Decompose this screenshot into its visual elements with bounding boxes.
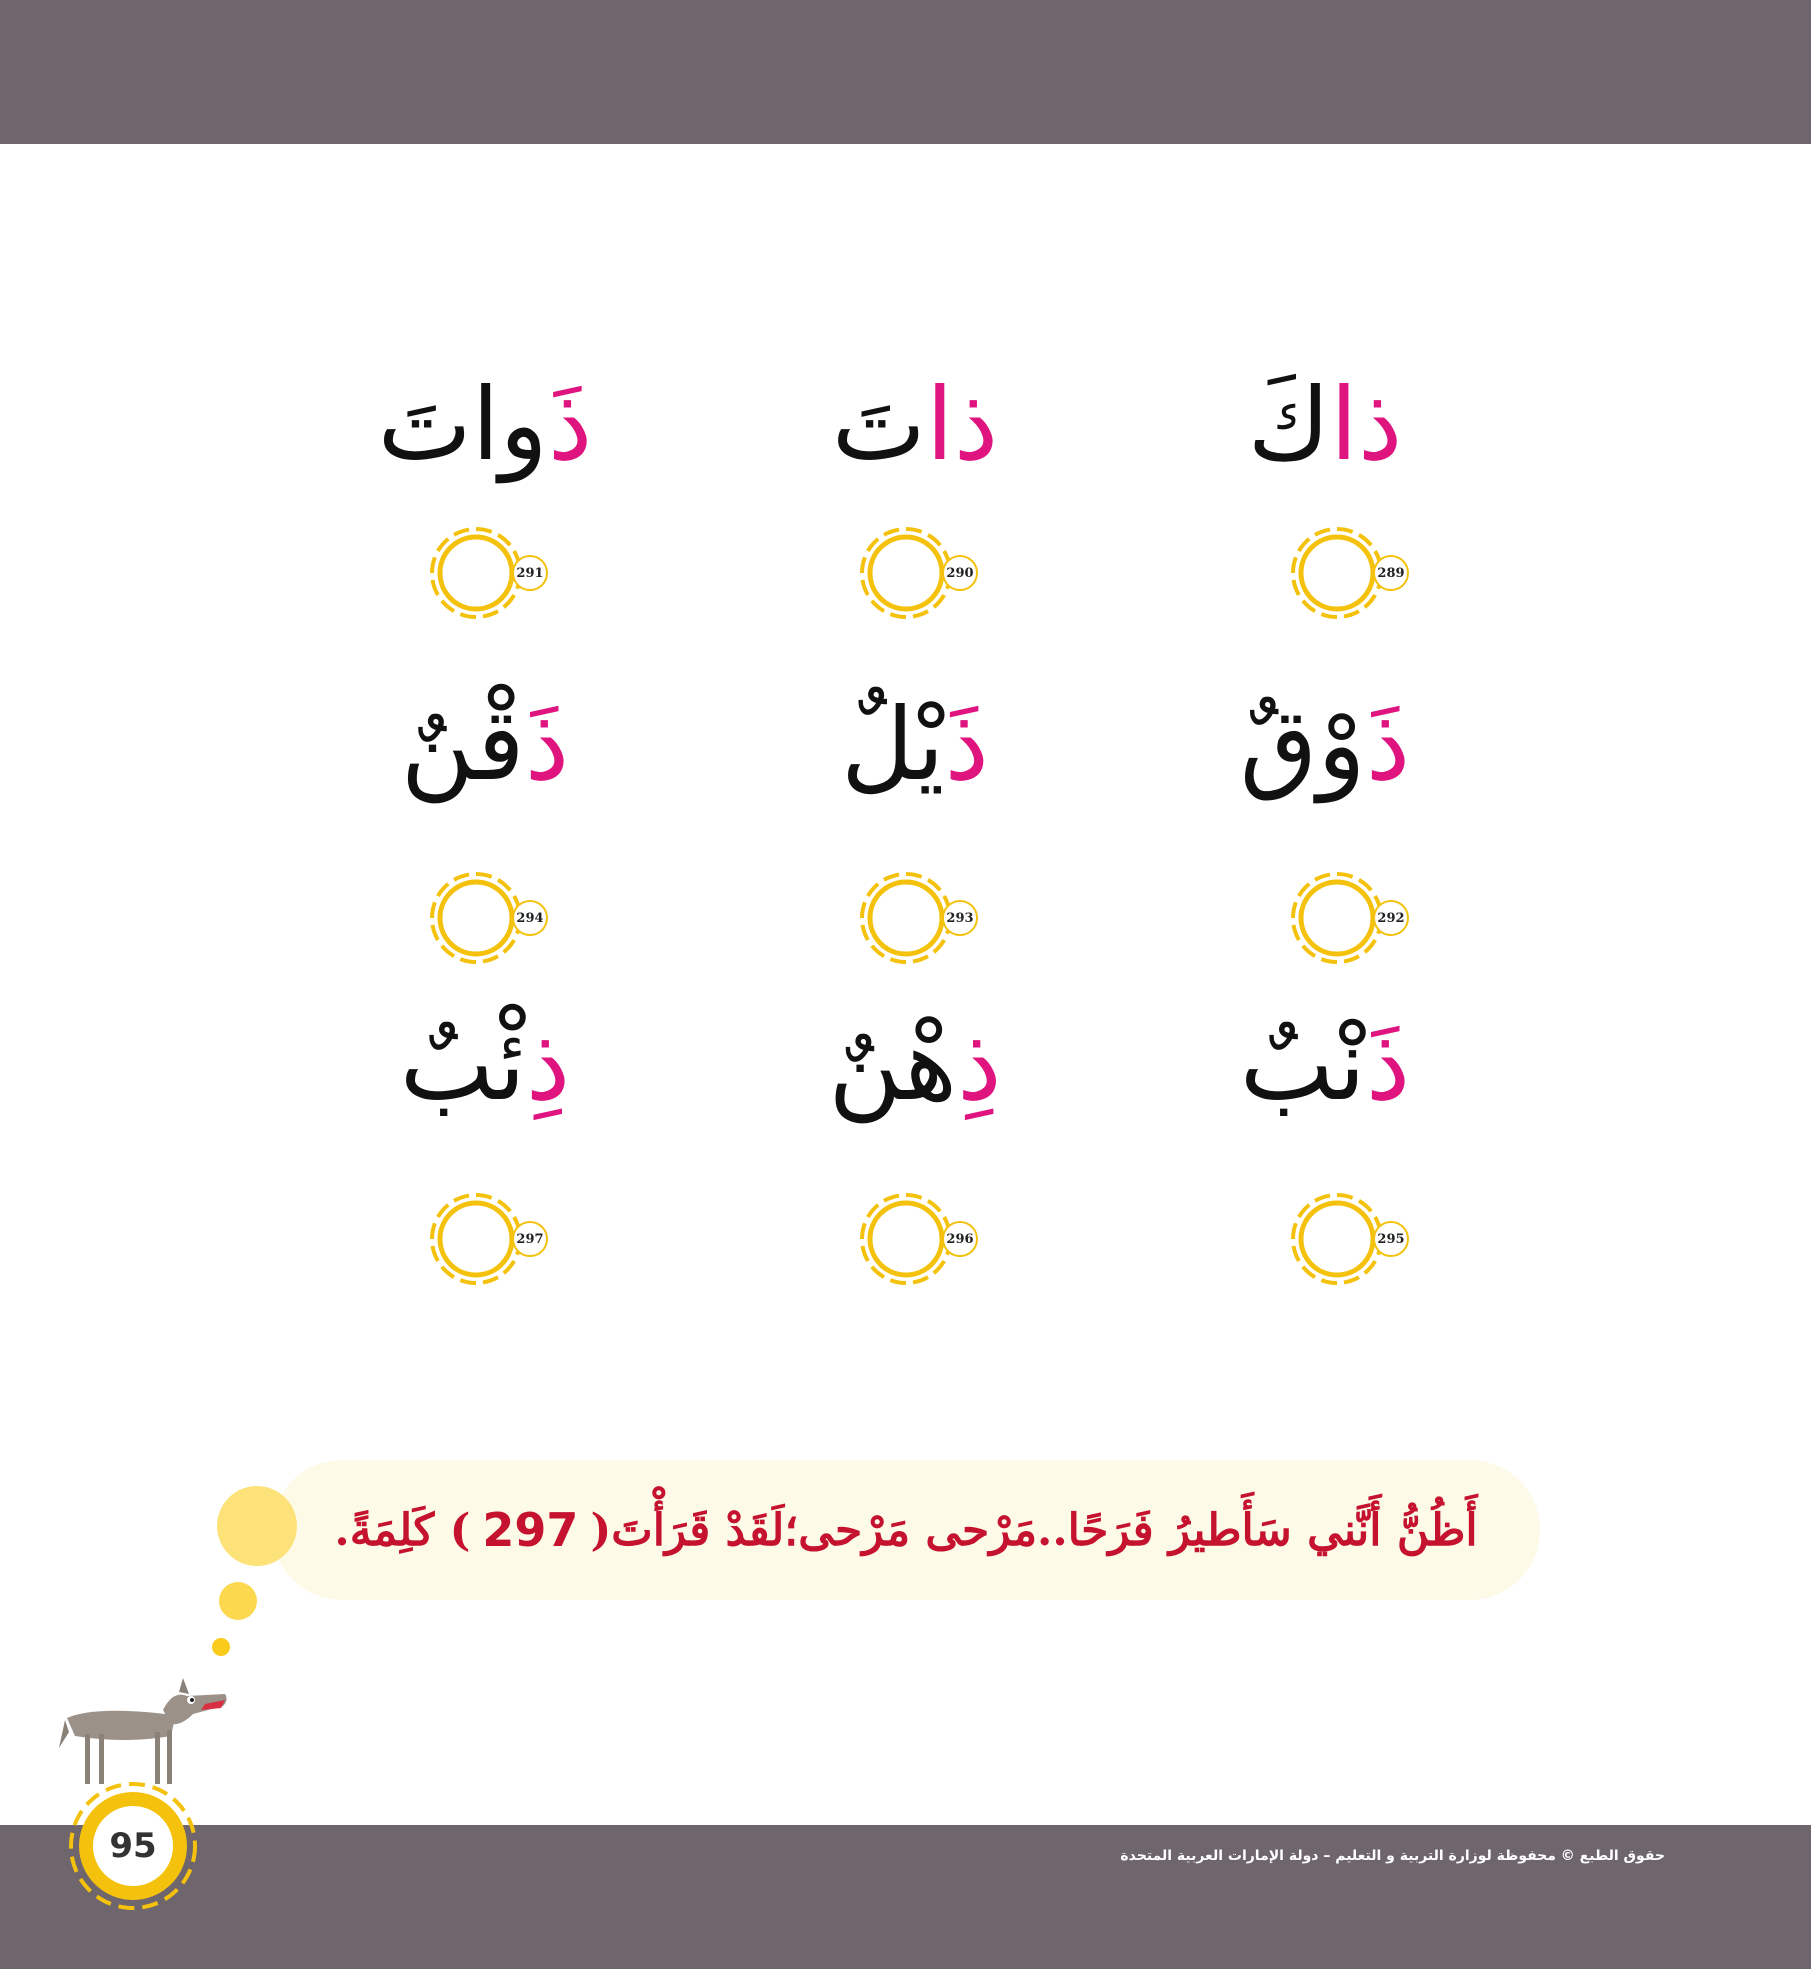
word-rest: تَ <box>831 366 926 483</box>
congrats-message <box>272 1460 1540 1600</box>
thought-dot-small <box>212 1638 230 1656</box>
page-number: 95 <box>109 1826 157 1866</box>
reading-counter-297[interactable] <box>421 1184 561 1294</box>
reading-counter-296[interactable] <box>851 1184 991 1294</box>
word-highlight-letter: ذِ <box>957 1006 1002 1123</box>
reading-counter-294[interactable] <box>421 863 561 973</box>
word-highlight-letter: ذَ <box>547 366 593 483</box>
counter-number: 293 <box>946 910 974 926</box>
counter-number: 295 <box>1377 1231 1405 1247</box>
message-after: ) كَلِمَةً. <box>334 1504 471 1556</box>
top-header-bar <box>0 0 1811 144</box>
reading-counter-292[interactable] <box>1282 863 1422 973</box>
message-before: أَظُنُّ أَنَّني سَأَطيرُ فَرَحًا..مَرْحى مَرْحى؛لَقَدْ قَرَأْتَ( <box>590 1504 1478 1556</box>
word-rest: نْبٌ <box>1239 1006 1366 1123</box>
word-highlight-letter: ذَ <box>1365 1006 1411 1123</box>
word-rest: هْنٌ <box>828 1006 958 1123</box>
word-highlight-letter: ذا <box>1330 366 1403 483</box>
word-rest: كَ <box>1247 366 1331 483</box>
counter-number: 296 <box>946 1231 974 1247</box>
word-rest: واتَ <box>377 366 548 483</box>
word-card-5 <box>765 670 1065 820</box>
footer-bar <box>0 1825 1811 1969</box>
counter-number: 291 <box>516 565 544 581</box>
word-card-8 <box>335 990 635 1140</box>
word-rest: ئْبٌ <box>399 1006 526 1123</box>
word-highlight-letter: ذِ <box>525 1006 571 1123</box>
word-card-2 <box>765 350 1065 500</box>
word-rest: قْنٌ <box>400 686 525 803</box>
word-rest: وْقٌ <box>1239 686 1366 803</box>
word-card-8 <box>765 990 1065 1140</box>
reading-counter-293[interactable] <box>851 863 991 973</box>
word-highlight-letter: ذَ <box>524 686 570 803</box>
word-highlight-letter: ذَ <box>1365 686 1411 803</box>
wolf-icon <box>55 1670 235 1790</box>
reading-counter-289[interactable] <box>1282 518 1422 628</box>
counter-number: 294 <box>516 910 544 926</box>
message-count: 297 <box>482 1503 579 1557</box>
reading-counter-295[interactable] <box>1282 1184 1422 1294</box>
thought-dot-medium <box>219 1582 257 1620</box>
word-highlight-letter: ذا <box>925 366 999 483</box>
word-rest: يْلٌ <box>840 686 945 803</box>
word-highlight-letter: ذَ <box>944 686 990 803</box>
word-card-7 <box>1175 990 1475 1140</box>
reading-counter-290[interactable] <box>851 518 991 628</box>
word-card-1 <box>1175 350 1475 500</box>
word-card-6 <box>335 670 635 820</box>
counter-number: 290 <box>946 565 974 581</box>
copyright-notice: حقوق الطبع © محفوظة لوزارة التربية و التعليم – دولة الإمارات العربية المتحدة <box>1120 1848 1665 1864</box>
counter-number: 289 <box>1377 565 1405 581</box>
word-card-4 <box>1175 670 1475 820</box>
counter-number: 292 <box>1377 910 1405 926</box>
word-card-3 <box>335 350 635 500</box>
reading-counter-291[interactable] <box>421 518 561 628</box>
counter-number: 297 <box>516 1231 544 1247</box>
